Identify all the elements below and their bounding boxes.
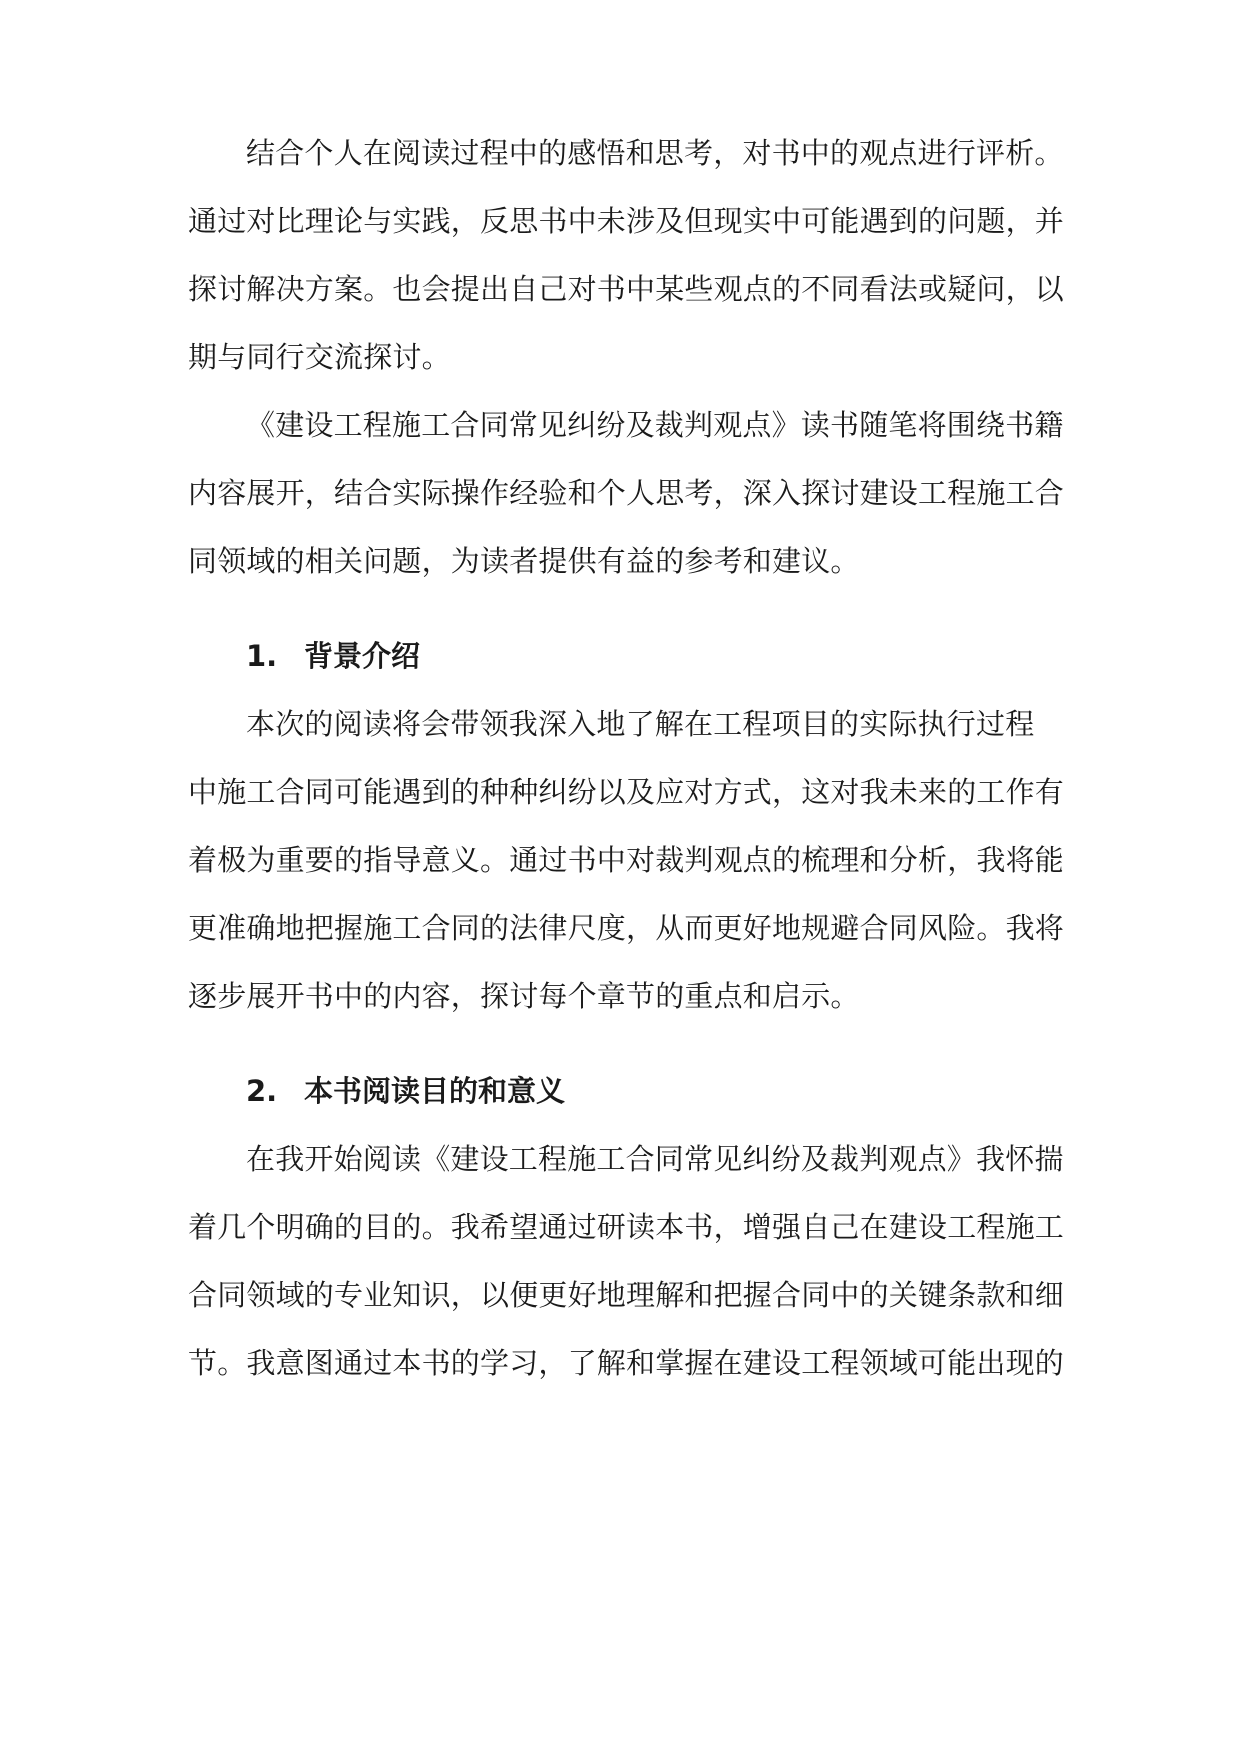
paragraph-line: 中施工合同可能遇到的种种纠纷以及应对方式，这对我未来的工作有 — [188, 775, 1065, 809]
paragraph-line: 本次的阅读将会带领我深入地了解在工程项目的实际执行过程 — [246, 707, 1035, 741]
paragraph-line: 同领域的相关问题，为读者提供有益的参考和建议。 — [188, 544, 860, 578]
paragraph-line: 探讨解决方案。也会提出自己对书中某些观点的不同看法或疑问，以 — [188, 272, 1065, 306]
heading-title: 背景介绍 — [304, 639, 421, 673]
paragraph-line: 结合个人在阅读过程中的感悟和思考，对书中的观点进行评析。 — [246, 136, 1064, 170]
heading-number: 1. — [246, 639, 278, 673]
paragraph-line: 更准确地把握施工合同的法律尺度，从而更好地规避合同风险。我将 — [188, 911, 1065, 945]
paragraph-line: 《建设工程施工合同常见纠纷及裁判观点》读书随笔将围绕书籍 — [246, 408, 1064, 442]
paragraph-line: 在我开始阅读《建设工程施工合同常见纠纷及裁判观点》我怀揣 — [246, 1142, 1064, 1176]
paragraph-line: 着极为重要的指导意义。通过书中对裁判观点的梳理和分析，我将能 — [188, 843, 1065, 877]
paragraph-line: 期与同行交流探讨。 — [188, 340, 451, 374]
paragraph-line: 通过对比理论与实践，反思书中未涉及但现实中可能遇到的问题，并 — [188, 204, 1065, 238]
paragraph-line: 合同领域的专业知识，以便更好地理解和把握合同中的关键条款和细 — [188, 1278, 1065, 1312]
section-heading-background — [246, 639, 420, 673]
heading-title: 本书阅读目的和意义 — [304, 1074, 566, 1108]
paragraph-line: 着几个明确的目的。我希望通过研读本书，增强自己在建设工程施工 — [188, 1210, 1065, 1244]
section-heading-purpose — [246, 1074, 565, 1108]
heading-number: 2. — [246, 1074, 278, 1108]
paragraph-line: 逐步展开书中的内容，探讨每个章节的重点和启示。 — [188, 979, 860, 1013]
paragraph-line: 节。我意图通过本书的学习，了解和掌握在建设工程领域可能出现的 — [188, 1346, 1065, 1380]
paragraph-line: 内容展开，结合实际操作经验和个人思考，深入探讨建设工程施工合 — [188, 476, 1065, 510]
